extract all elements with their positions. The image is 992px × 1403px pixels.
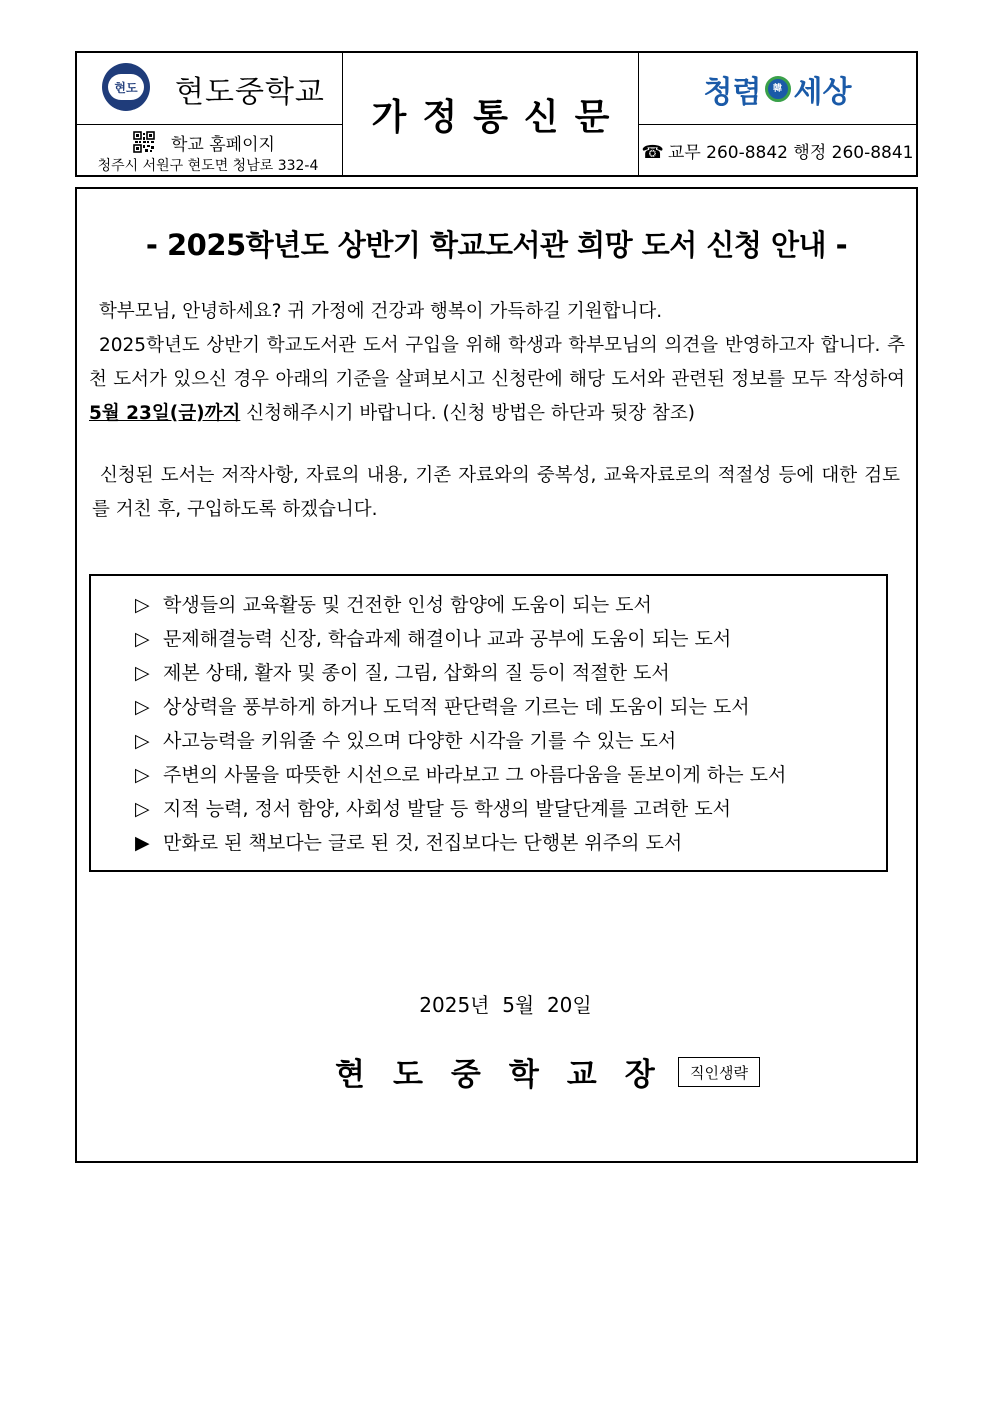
phone-cell — [639, 125, 916, 175]
principal-signature: 현도중학교장 — [335, 1057, 683, 1093]
triangle-outline-icon: ▷ — [135, 764, 150, 786]
emblem-text: 현도 — [108, 74, 144, 100]
phone-numbers: 교무 260-8842 행정 260-8841 — [667, 142, 914, 163]
criteria-item — [135, 758, 886, 792]
school-name: 현도중학교 — [175, 75, 325, 110]
integrity-slogan-logo — [704, 67, 852, 111]
phone-info — [641, 138, 913, 163]
criteria-item — [135, 690, 886, 724]
criteria-text: 지적 능력, 정서 함양, 사회성 발달 등 학생의 발달단계를 고려한 도서 — [163, 798, 732, 820]
criteria-item — [135, 656, 886, 690]
criteria-item — [135, 792, 886, 826]
triangle-outline-icon: ▷ — [135, 662, 150, 684]
review-paragraph: 신청된 도서는 저작사항, 자료의 내용, 기존 자료와의 중복성, 교육자료로의 적절성 등에 대한 검토를 거친 후, 구입하도록 하겠습니다. — [92, 465, 900, 520]
criteria-text: 만화로 된 책보다는 글로 된 것, 전집보다는 단행본 위주의 도서 — [163, 832, 683, 854]
school-logo-cell — [77, 53, 343, 125]
telephone-icon: ☎ — [641, 141, 664, 163]
triangle-outline-icon: ▷ — [135, 798, 150, 820]
slogan-right: 세상 — [793, 74, 852, 110]
triangle-outline-icon: ▷ — [135, 594, 150, 616]
criteria-text: 사고능력을 키워줄 수 있으며 다양한 시각을 기를 수 있는 도서 — [163, 730, 677, 752]
criteria-text: 상상력을 풍부하게 하거나 도덕적 판단력을 기르는 데 도움이 되는 도서 — [163, 696, 750, 718]
criteria-text: 문제해결능력 신장, 학습과제 해결이나 교과 공부에 도움이 되는 도서 — [163, 628, 732, 650]
triangle-outline-icon: ▷ — [135, 696, 150, 718]
school-address: 청주시 서원구 현도면 청남로 332-4 — [97, 158, 319, 174]
request-text-end: 신청해주시기 바랍니다. (신청 방법은 하단과 뒷장 참조) — [240, 403, 695, 424]
criteria-item — [135, 588, 886, 622]
slogan-left: 청렴 — [703, 74, 762, 110]
triangle-filled-icon: ▶ — [135, 832, 150, 854]
criteria-item — [135, 622, 886, 656]
globe-icon: 韓 — [765, 76, 791, 102]
deadline-text: 5월 23일(금)까지 — [89, 403, 241, 424]
doc-title-cell — [343, 53, 639, 175]
qr-code-icon — [133, 131, 155, 153]
notice-title: - 2025학년도 상반기 학교도서관 희망 도서 신청 안내 - — [145, 228, 848, 262]
criteria-text: 주변의 사물을 따뜻한 시선으로 바라보고 그 아름다움을 돋보이게 하는 도서 — [163, 764, 787, 786]
school-emblem — [102, 63, 150, 111]
issue-date: 2025년 5월 20일 — [419, 993, 592, 1017]
request-text-start: 2025학년도 상반기 학교도서관 도서 구입을 위해 학생과 학부모님의 의견을 반영하고자 합니다. 추천 도서가 있으신 경우 아래의 기준을 살펴보시고 신청란에 해당 도서와 관련된 정보를 모두 작성하여 — [89, 335, 905, 390]
criteria-item — [135, 826, 886, 860]
homepage-link[interactable]: 학교 홈페이지 — [171, 135, 275, 155]
criteria-text: 제본 상태, 활자 및 종이 질, 그림, 삽화의 질 등이 적절한 도서 — [163, 662, 670, 684]
triangle-outline-icon: ▷ — [135, 730, 150, 752]
triangle-outline-icon: ▷ — [135, 628, 150, 650]
homepage-cell — [77, 125, 343, 175]
slogan-cell — [639, 53, 916, 125]
criteria-item — [135, 724, 886, 758]
seal-omitted-box: 직인생략 — [678, 1057, 760, 1087]
greeting-paragraph: 학부모님, 안녕하세요? 귀 가정에 건강과 행복이 가득하길 기원합니다. — [99, 301, 663, 322]
doc-title: 가정통신문 — [371, 96, 626, 138]
newsletter-header — [75, 51, 918, 177]
criteria-text: 학생들의 교육활동 및 건전한 인성 함양에 도움이 되는 도서 — [163, 594, 652, 616]
request-paragraph — [89, 329, 905, 431]
notice-body — [75, 187, 918, 1163]
criteria-box — [89, 574, 888, 872]
